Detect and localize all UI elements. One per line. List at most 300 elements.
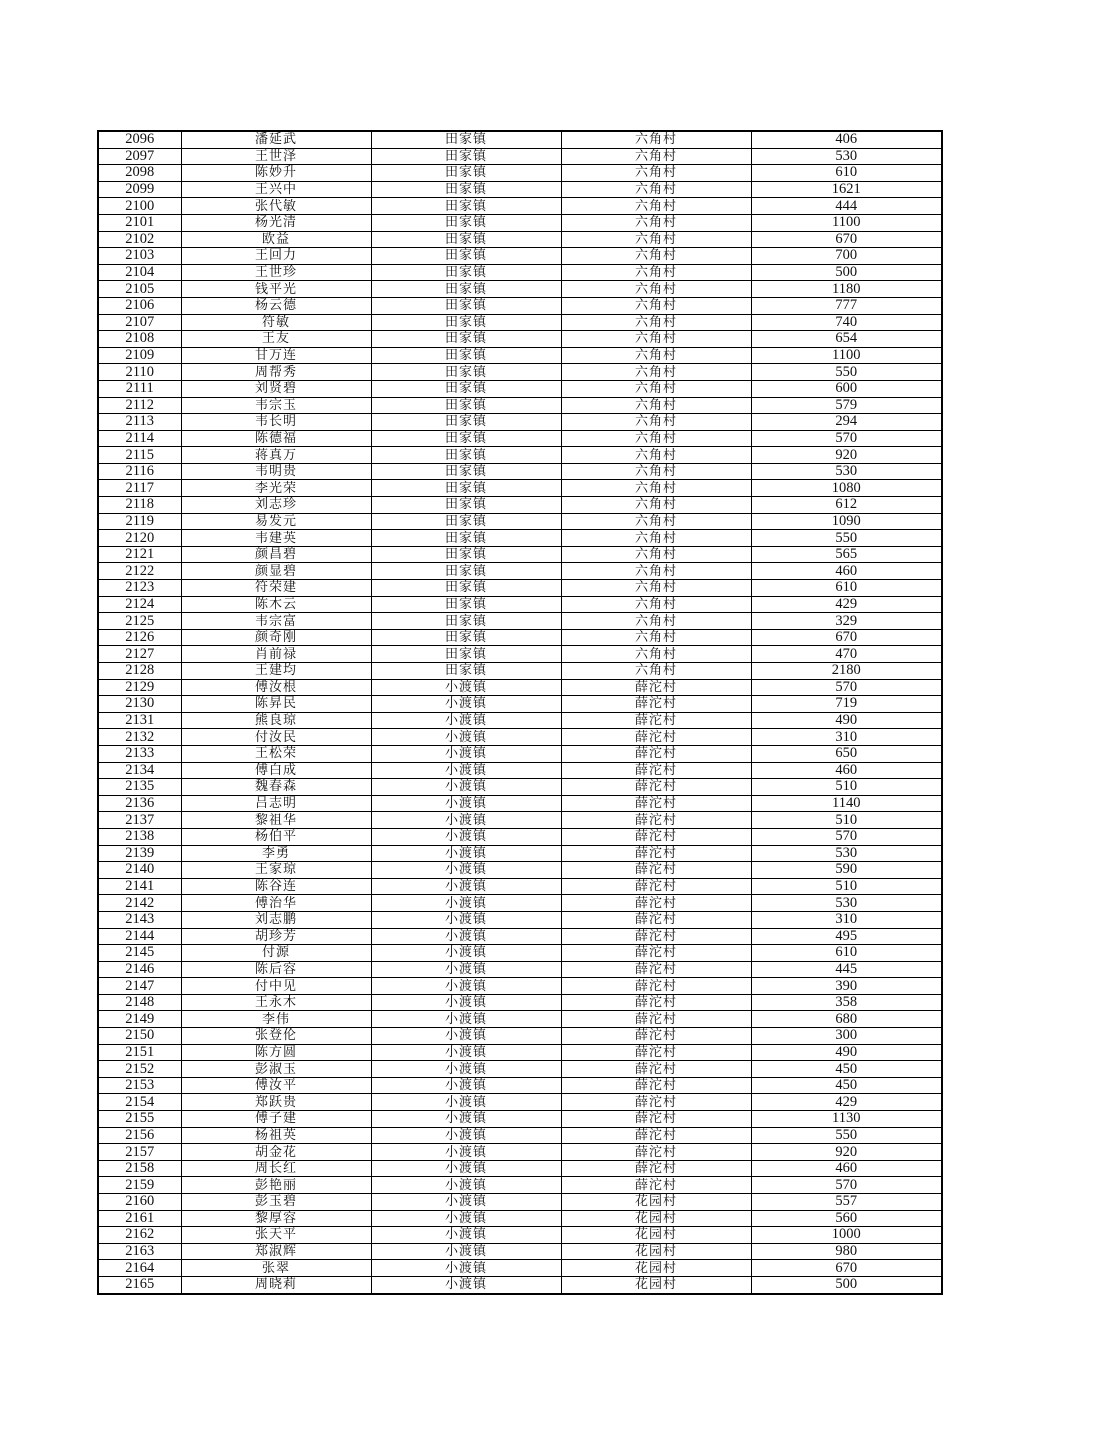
row-index-cell: 2165 bbox=[98, 1276, 181, 1293]
village-cell: 薛沱村 bbox=[561, 1127, 751, 1144]
name-cell: 王世泽 bbox=[181, 148, 371, 165]
name-cell: 彭淑玉 bbox=[181, 1061, 371, 1078]
amount-cell: 1100 bbox=[751, 347, 942, 364]
village-cell: 六角村 bbox=[561, 513, 751, 530]
row-index-cell: 2163 bbox=[98, 1243, 181, 1260]
row-index-cell: 2147 bbox=[98, 978, 181, 995]
name-cell: 吕志明 bbox=[181, 795, 371, 812]
village-cell: 六角村 bbox=[561, 596, 751, 613]
town-cell: 田家镇 bbox=[371, 430, 561, 447]
amount-cell: 460 bbox=[751, 563, 942, 580]
row-index-cell: 2152 bbox=[98, 1061, 181, 1078]
row-index-cell: 2164 bbox=[98, 1260, 181, 1277]
name-cell: 王永木 bbox=[181, 994, 371, 1011]
town-cell: 小渡镇 bbox=[371, 812, 561, 829]
row-index-cell: 2130 bbox=[98, 696, 181, 713]
row-index-cell: 2119 bbox=[98, 513, 181, 530]
village-cell: 花园村 bbox=[561, 1276, 751, 1293]
name-cell: 傅汝根 bbox=[181, 679, 371, 696]
table-row bbox=[98, 994, 942, 1011]
table-row bbox=[98, 911, 942, 928]
table-row bbox=[98, 198, 942, 215]
table-row bbox=[98, 347, 942, 364]
town-cell: 小渡镇 bbox=[371, 845, 561, 862]
table-row bbox=[98, 380, 942, 397]
town-cell: 小渡镇 bbox=[371, 762, 561, 779]
name-cell: 李勇 bbox=[181, 845, 371, 862]
row-index-cell: 2126 bbox=[98, 629, 181, 646]
village-cell: 六角村 bbox=[561, 563, 751, 580]
village-cell: 六角村 bbox=[561, 281, 751, 298]
amount-cell: 560 bbox=[751, 1210, 942, 1227]
name-cell: 甘万连 bbox=[181, 347, 371, 364]
name-cell: 王世珍 bbox=[181, 264, 371, 281]
village-cell: 六角村 bbox=[561, 447, 751, 464]
amount-cell: 612 bbox=[751, 497, 942, 514]
village-cell: 六角村 bbox=[561, 580, 751, 597]
name-cell: 颜昌碧 bbox=[181, 546, 371, 563]
village-cell: 六角村 bbox=[561, 430, 751, 447]
village-cell: 六角村 bbox=[561, 463, 751, 480]
village-cell: 薛沱村 bbox=[561, 928, 751, 945]
name-cell: 张天平 bbox=[181, 1227, 371, 1244]
village-cell: 薛沱村 bbox=[561, 1028, 751, 1045]
town-cell: 田家镇 bbox=[371, 264, 561, 281]
name-cell: 郑淑辉 bbox=[181, 1243, 371, 1260]
name-cell: 颜奇刚 bbox=[181, 629, 371, 646]
amount-cell: 565 bbox=[751, 546, 942, 563]
amount-cell: 610 bbox=[751, 580, 942, 597]
name-cell: 韦宗富 bbox=[181, 613, 371, 630]
town-cell: 小渡镇 bbox=[371, 895, 561, 912]
town-cell: 田家镇 bbox=[371, 580, 561, 597]
amount-cell: 530 bbox=[751, 463, 942, 480]
row-index-cell: 2139 bbox=[98, 845, 181, 862]
row-index-cell: 2109 bbox=[98, 347, 181, 364]
row-index-cell: 2142 bbox=[98, 895, 181, 912]
name-cell: 张代敏 bbox=[181, 198, 371, 215]
row-index-cell: 2143 bbox=[98, 911, 181, 928]
amount-cell: 429 bbox=[751, 596, 942, 613]
name-cell: 陈木云 bbox=[181, 596, 371, 613]
name-cell: 陈妙升 bbox=[181, 165, 371, 182]
name-cell: 杨云德 bbox=[181, 297, 371, 314]
town-cell: 田家镇 bbox=[371, 546, 561, 563]
amount-cell: 1621 bbox=[751, 181, 942, 198]
table-row bbox=[98, 1044, 942, 1061]
amount-cell: 495 bbox=[751, 928, 942, 945]
town-cell: 小渡镇 bbox=[371, 1061, 561, 1078]
village-cell: 六角村 bbox=[561, 480, 751, 497]
amount-cell: 445 bbox=[751, 961, 942, 978]
name-cell: 张翠 bbox=[181, 1260, 371, 1277]
name-cell: 韦宗玉 bbox=[181, 397, 371, 414]
name-cell: 陈谷连 bbox=[181, 878, 371, 895]
row-index-cell: 2137 bbox=[98, 812, 181, 829]
town-cell: 田家镇 bbox=[371, 148, 561, 165]
amount-cell: 329 bbox=[751, 613, 942, 630]
town-cell: 田家镇 bbox=[371, 646, 561, 663]
village-cell: 薛沱村 bbox=[561, 845, 751, 862]
row-index-cell: 2103 bbox=[98, 248, 181, 265]
name-cell: 熊良琼 bbox=[181, 712, 371, 729]
name-cell: 付源 bbox=[181, 945, 371, 962]
row-index-cell: 2145 bbox=[98, 945, 181, 962]
village-cell: 薛沱村 bbox=[561, 745, 751, 762]
town-cell: 小渡镇 bbox=[371, 1011, 561, 1028]
village-cell: 六角村 bbox=[561, 380, 751, 397]
amount-cell: 670 bbox=[751, 231, 942, 248]
amount-cell: 390 bbox=[751, 978, 942, 995]
row-index-cell: 2149 bbox=[98, 1011, 181, 1028]
village-cell: 六角村 bbox=[561, 397, 751, 414]
town-cell: 田家镇 bbox=[371, 629, 561, 646]
name-cell: 刘贤碧 bbox=[181, 380, 371, 397]
row-index-cell: 2123 bbox=[98, 580, 181, 597]
row-index-cell: 2156 bbox=[98, 1127, 181, 1144]
town-cell: 田家镇 bbox=[371, 480, 561, 497]
row-index-cell: 2124 bbox=[98, 596, 181, 613]
amount-cell: 450 bbox=[751, 1077, 942, 1094]
table-row bbox=[98, 331, 942, 348]
town-cell: 小渡镇 bbox=[371, 779, 561, 796]
table-row bbox=[98, 679, 942, 696]
row-index-cell: 2100 bbox=[98, 198, 181, 215]
town-cell: 小渡镇 bbox=[371, 994, 561, 1011]
name-cell: 易发元 bbox=[181, 513, 371, 530]
table-row bbox=[98, 795, 942, 812]
town-cell: 田家镇 bbox=[371, 314, 561, 331]
town-cell: 田家镇 bbox=[371, 297, 561, 314]
row-index-cell: 2110 bbox=[98, 364, 181, 381]
village-cell: 六角村 bbox=[561, 314, 751, 331]
row-index-cell: 2106 bbox=[98, 297, 181, 314]
town-cell: 小渡镇 bbox=[371, 1094, 561, 1111]
town-cell: 小渡镇 bbox=[371, 1077, 561, 1094]
name-cell: 李伟 bbox=[181, 1011, 371, 1028]
amount-cell: 777 bbox=[751, 297, 942, 314]
town-cell: 小渡镇 bbox=[371, 795, 561, 812]
row-index-cell: 2140 bbox=[98, 862, 181, 879]
row-index-cell: 2101 bbox=[98, 214, 181, 231]
table-row bbox=[98, 812, 942, 829]
town-cell: 小渡镇 bbox=[371, 696, 561, 713]
amount-cell: 460 bbox=[751, 762, 942, 779]
amount-cell: 530 bbox=[751, 148, 942, 165]
town-cell: 小渡镇 bbox=[371, 1210, 561, 1227]
table-row bbox=[98, 463, 942, 480]
table-row bbox=[98, 447, 942, 464]
village-cell: 六角村 bbox=[561, 148, 751, 165]
town-cell: 小渡镇 bbox=[371, 978, 561, 995]
village-cell: 薛沱村 bbox=[561, 679, 751, 696]
row-index-cell: 2108 bbox=[98, 331, 181, 348]
amount-cell: 490 bbox=[751, 712, 942, 729]
town-cell: 田家镇 bbox=[371, 497, 561, 514]
amount-cell: 358 bbox=[751, 994, 942, 1011]
row-index-cell: 2117 bbox=[98, 480, 181, 497]
village-cell: 六角村 bbox=[561, 663, 751, 680]
amount-cell: 920 bbox=[751, 1144, 942, 1161]
name-cell: 周晓莉 bbox=[181, 1276, 371, 1293]
row-index-cell: 2132 bbox=[98, 729, 181, 746]
amount-cell: 1090 bbox=[751, 513, 942, 530]
amount-cell: 680 bbox=[751, 1011, 942, 1028]
table-row bbox=[98, 845, 942, 862]
table-row bbox=[98, 497, 942, 514]
table-row bbox=[98, 1276, 942, 1293]
amount-cell: 650 bbox=[751, 745, 942, 762]
name-cell: 彭玉碧 bbox=[181, 1194, 371, 1211]
village-cell: 六角村 bbox=[561, 331, 751, 348]
row-index-cell: 2105 bbox=[98, 281, 181, 298]
row-index-cell: 2115 bbox=[98, 447, 181, 464]
village-cell: 六角村 bbox=[561, 530, 751, 547]
town-cell: 田家镇 bbox=[371, 231, 561, 248]
table-row bbox=[98, 530, 942, 547]
row-index-cell: 2116 bbox=[98, 463, 181, 480]
village-cell: 薛沱村 bbox=[561, 911, 751, 928]
town-cell: 田家镇 bbox=[371, 347, 561, 364]
table-row bbox=[98, 181, 942, 198]
town-cell: 小渡镇 bbox=[371, 679, 561, 696]
town-cell: 小渡镇 bbox=[371, 1243, 561, 1260]
amount-cell: 570 bbox=[751, 1177, 942, 1194]
amount-cell: 460 bbox=[751, 1160, 942, 1177]
village-cell: 六角村 bbox=[561, 165, 751, 182]
village-cell: 薛沱村 bbox=[561, 1177, 751, 1194]
table-row bbox=[98, 1061, 942, 1078]
village-cell: 六角村 bbox=[561, 181, 751, 198]
village-cell: 薛沱村 bbox=[561, 1094, 751, 1111]
town-cell: 小渡镇 bbox=[371, 828, 561, 845]
table-row bbox=[98, 978, 942, 995]
table-row bbox=[98, 945, 942, 962]
table-row bbox=[98, 779, 942, 796]
row-index-cell: 2097 bbox=[98, 148, 181, 165]
row-index-cell: 2118 bbox=[98, 497, 181, 514]
village-cell: 薛沱村 bbox=[561, 1077, 751, 1094]
name-cell: 傅白成 bbox=[181, 762, 371, 779]
village-cell: 六角村 bbox=[561, 613, 751, 630]
amount-cell: 570 bbox=[751, 679, 942, 696]
village-cell: 六角村 bbox=[561, 546, 751, 563]
village-cell: 薛沱村 bbox=[561, 762, 751, 779]
village-cell: 薛沱村 bbox=[561, 961, 751, 978]
row-index-cell: 2160 bbox=[98, 1194, 181, 1211]
town-cell: 小渡镇 bbox=[371, 1177, 561, 1194]
name-cell: 周长红 bbox=[181, 1160, 371, 1177]
table-row bbox=[98, 414, 942, 431]
name-cell: 魏春森 bbox=[181, 779, 371, 796]
town-cell: 田家镇 bbox=[371, 198, 561, 215]
amount-cell: 920 bbox=[751, 447, 942, 464]
village-cell: 六角村 bbox=[561, 364, 751, 381]
name-cell: 黎厚容 bbox=[181, 1210, 371, 1227]
name-cell: 傅汝平 bbox=[181, 1077, 371, 1094]
village-cell: 薛沱村 bbox=[561, 945, 751, 962]
amount-cell: 740 bbox=[751, 314, 942, 331]
row-index-cell: 2120 bbox=[98, 530, 181, 547]
amount-cell: 310 bbox=[751, 729, 942, 746]
town-cell: 田家镇 bbox=[371, 447, 561, 464]
table-row bbox=[98, 513, 942, 530]
row-index-cell: 2111 bbox=[98, 380, 181, 397]
table-row bbox=[98, 1077, 942, 1094]
amount-cell: 570 bbox=[751, 430, 942, 447]
row-index-cell: 2138 bbox=[98, 828, 181, 845]
town-cell: 小渡镇 bbox=[371, 729, 561, 746]
amount-cell: 429 bbox=[751, 1094, 942, 1111]
row-index-cell: 2136 bbox=[98, 795, 181, 812]
row-index-cell: 2107 bbox=[98, 314, 181, 331]
name-cell: 杨光清 bbox=[181, 214, 371, 231]
name-cell: 颜显碧 bbox=[181, 563, 371, 580]
village-cell: 薛沱村 bbox=[561, 828, 751, 845]
town-cell: 小渡镇 bbox=[371, 862, 561, 879]
table-row bbox=[98, 629, 942, 646]
table-row bbox=[98, 480, 942, 497]
amount-cell: 550 bbox=[751, 530, 942, 547]
row-index-cell: 2131 bbox=[98, 712, 181, 729]
town-cell: 小渡镇 bbox=[371, 1127, 561, 1144]
town-cell: 田家镇 bbox=[371, 380, 561, 397]
table-row bbox=[98, 1210, 942, 1227]
row-index-cell: 2153 bbox=[98, 1077, 181, 1094]
name-cell: 欧益 bbox=[181, 231, 371, 248]
name-cell: 陈后容 bbox=[181, 961, 371, 978]
amount-cell: 450 bbox=[751, 1061, 942, 1078]
name-cell: 付中见 bbox=[181, 978, 371, 995]
row-index-cell: 2102 bbox=[98, 231, 181, 248]
amount-cell: 530 bbox=[751, 895, 942, 912]
amount-cell: 1180 bbox=[751, 281, 942, 298]
amount-cell: 510 bbox=[751, 878, 942, 895]
name-cell: 陈昇民 bbox=[181, 696, 371, 713]
town-cell: 田家镇 bbox=[371, 214, 561, 231]
table-row bbox=[98, 1127, 942, 1144]
table-row bbox=[98, 1111, 942, 1128]
town-cell: 小渡镇 bbox=[371, 712, 561, 729]
name-cell: 肖前禄 bbox=[181, 646, 371, 663]
name-cell: 王友 bbox=[181, 331, 371, 348]
amount-cell: 500 bbox=[751, 264, 942, 281]
town-cell: 田家镇 bbox=[371, 248, 561, 265]
town-cell: 田家镇 bbox=[371, 463, 561, 480]
village-cell: 薛沱村 bbox=[561, 862, 751, 879]
town-cell: 小渡镇 bbox=[371, 1044, 561, 1061]
amount-cell: 610 bbox=[751, 165, 942, 182]
table-row bbox=[98, 281, 942, 298]
town-cell: 田家镇 bbox=[371, 530, 561, 547]
village-cell: 花园村 bbox=[561, 1243, 751, 1260]
table-body bbox=[98, 131, 942, 1294]
village-cell: 薛沱村 bbox=[561, 779, 751, 796]
amount-cell: 300 bbox=[751, 1028, 942, 1045]
table-row bbox=[98, 131, 942, 148]
town-cell: 小渡镇 bbox=[371, 878, 561, 895]
table-row bbox=[98, 828, 942, 845]
amount-cell: 1100 bbox=[751, 214, 942, 231]
name-cell: 张登伦 bbox=[181, 1028, 371, 1045]
table-row bbox=[98, 1144, 942, 1161]
village-cell: 薛沱村 bbox=[561, 978, 751, 995]
row-index-cell: 2158 bbox=[98, 1160, 181, 1177]
village-cell: 花园村 bbox=[561, 1210, 751, 1227]
name-cell: 周帮秀 bbox=[181, 364, 371, 381]
village-cell: 薛沱村 bbox=[561, 1111, 751, 1128]
amount-cell: 470 bbox=[751, 646, 942, 663]
town-cell: 小渡镇 bbox=[371, 1276, 561, 1293]
amount-cell: 579 bbox=[751, 397, 942, 414]
village-cell: 薛沱村 bbox=[561, 696, 751, 713]
amount-cell: 1130 bbox=[751, 1111, 942, 1128]
amount-cell: 600 bbox=[751, 380, 942, 397]
name-cell: 符敏 bbox=[181, 314, 371, 331]
amount-cell: 550 bbox=[751, 1127, 942, 1144]
table-row bbox=[98, 231, 942, 248]
village-cell: 薛沱村 bbox=[561, 812, 751, 829]
row-index-cell: 2144 bbox=[98, 928, 181, 945]
town-cell: 小渡镇 bbox=[371, 1111, 561, 1128]
name-cell: 彭艳丽 bbox=[181, 1177, 371, 1194]
town-cell: 田家镇 bbox=[371, 397, 561, 414]
table-row bbox=[98, 1011, 942, 1028]
row-index-cell: 2128 bbox=[98, 663, 181, 680]
row-index-cell: 2122 bbox=[98, 563, 181, 580]
name-cell: 郑跃贵 bbox=[181, 1094, 371, 1111]
town-cell: 田家镇 bbox=[371, 513, 561, 530]
table-row bbox=[98, 928, 942, 945]
town-cell: 小渡镇 bbox=[371, 1028, 561, 1045]
amount-cell: 2180 bbox=[751, 663, 942, 680]
table-row bbox=[98, 1194, 942, 1211]
town-cell: 小渡镇 bbox=[371, 1144, 561, 1161]
row-index-cell: 2113 bbox=[98, 414, 181, 431]
name-cell: 胡珍芳 bbox=[181, 928, 371, 945]
table-row bbox=[98, 546, 942, 563]
village-cell: 花园村 bbox=[561, 1227, 751, 1244]
town-cell: 田家镇 bbox=[371, 663, 561, 680]
village-cell: 薛沱村 bbox=[561, 1144, 751, 1161]
row-index-cell: 2146 bbox=[98, 961, 181, 978]
table-row bbox=[98, 314, 942, 331]
town-cell: 田家镇 bbox=[371, 281, 561, 298]
amount-cell: 490 bbox=[751, 1044, 942, 1061]
town-cell: 小渡镇 bbox=[371, 911, 561, 928]
amount-cell: 510 bbox=[751, 812, 942, 829]
amount-cell: 406 bbox=[751, 131, 942, 148]
row-index-cell: 2127 bbox=[98, 646, 181, 663]
table-row bbox=[98, 729, 942, 746]
name-cell: 傅治华 bbox=[181, 895, 371, 912]
table-row bbox=[98, 397, 942, 414]
row-index-cell: 2161 bbox=[98, 1210, 181, 1227]
amount-cell: 310 bbox=[751, 911, 942, 928]
name-cell: 黎祖华 bbox=[181, 812, 371, 829]
row-index-cell: 2098 bbox=[98, 165, 181, 182]
amount-cell: 980 bbox=[751, 1243, 942, 1260]
row-index-cell: 2148 bbox=[98, 994, 181, 1011]
table-row bbox=[98, 1028, 942, 1045]
village-cell: 六角村 bbox=[561, 297, 751, 314]
row-index-cell: 2104 bbox=[98, 264, 181, 281]
town-cell: 田家镇 bbox=[371, 331, 561, 348]
table-row bbox=[98, 712, 942, 729]
table-row bbox=[98, 563, 942, 580]
table-row bbox=[98, 745, 942, 762]
table-row bbox=[98, 613, 942, 630]
